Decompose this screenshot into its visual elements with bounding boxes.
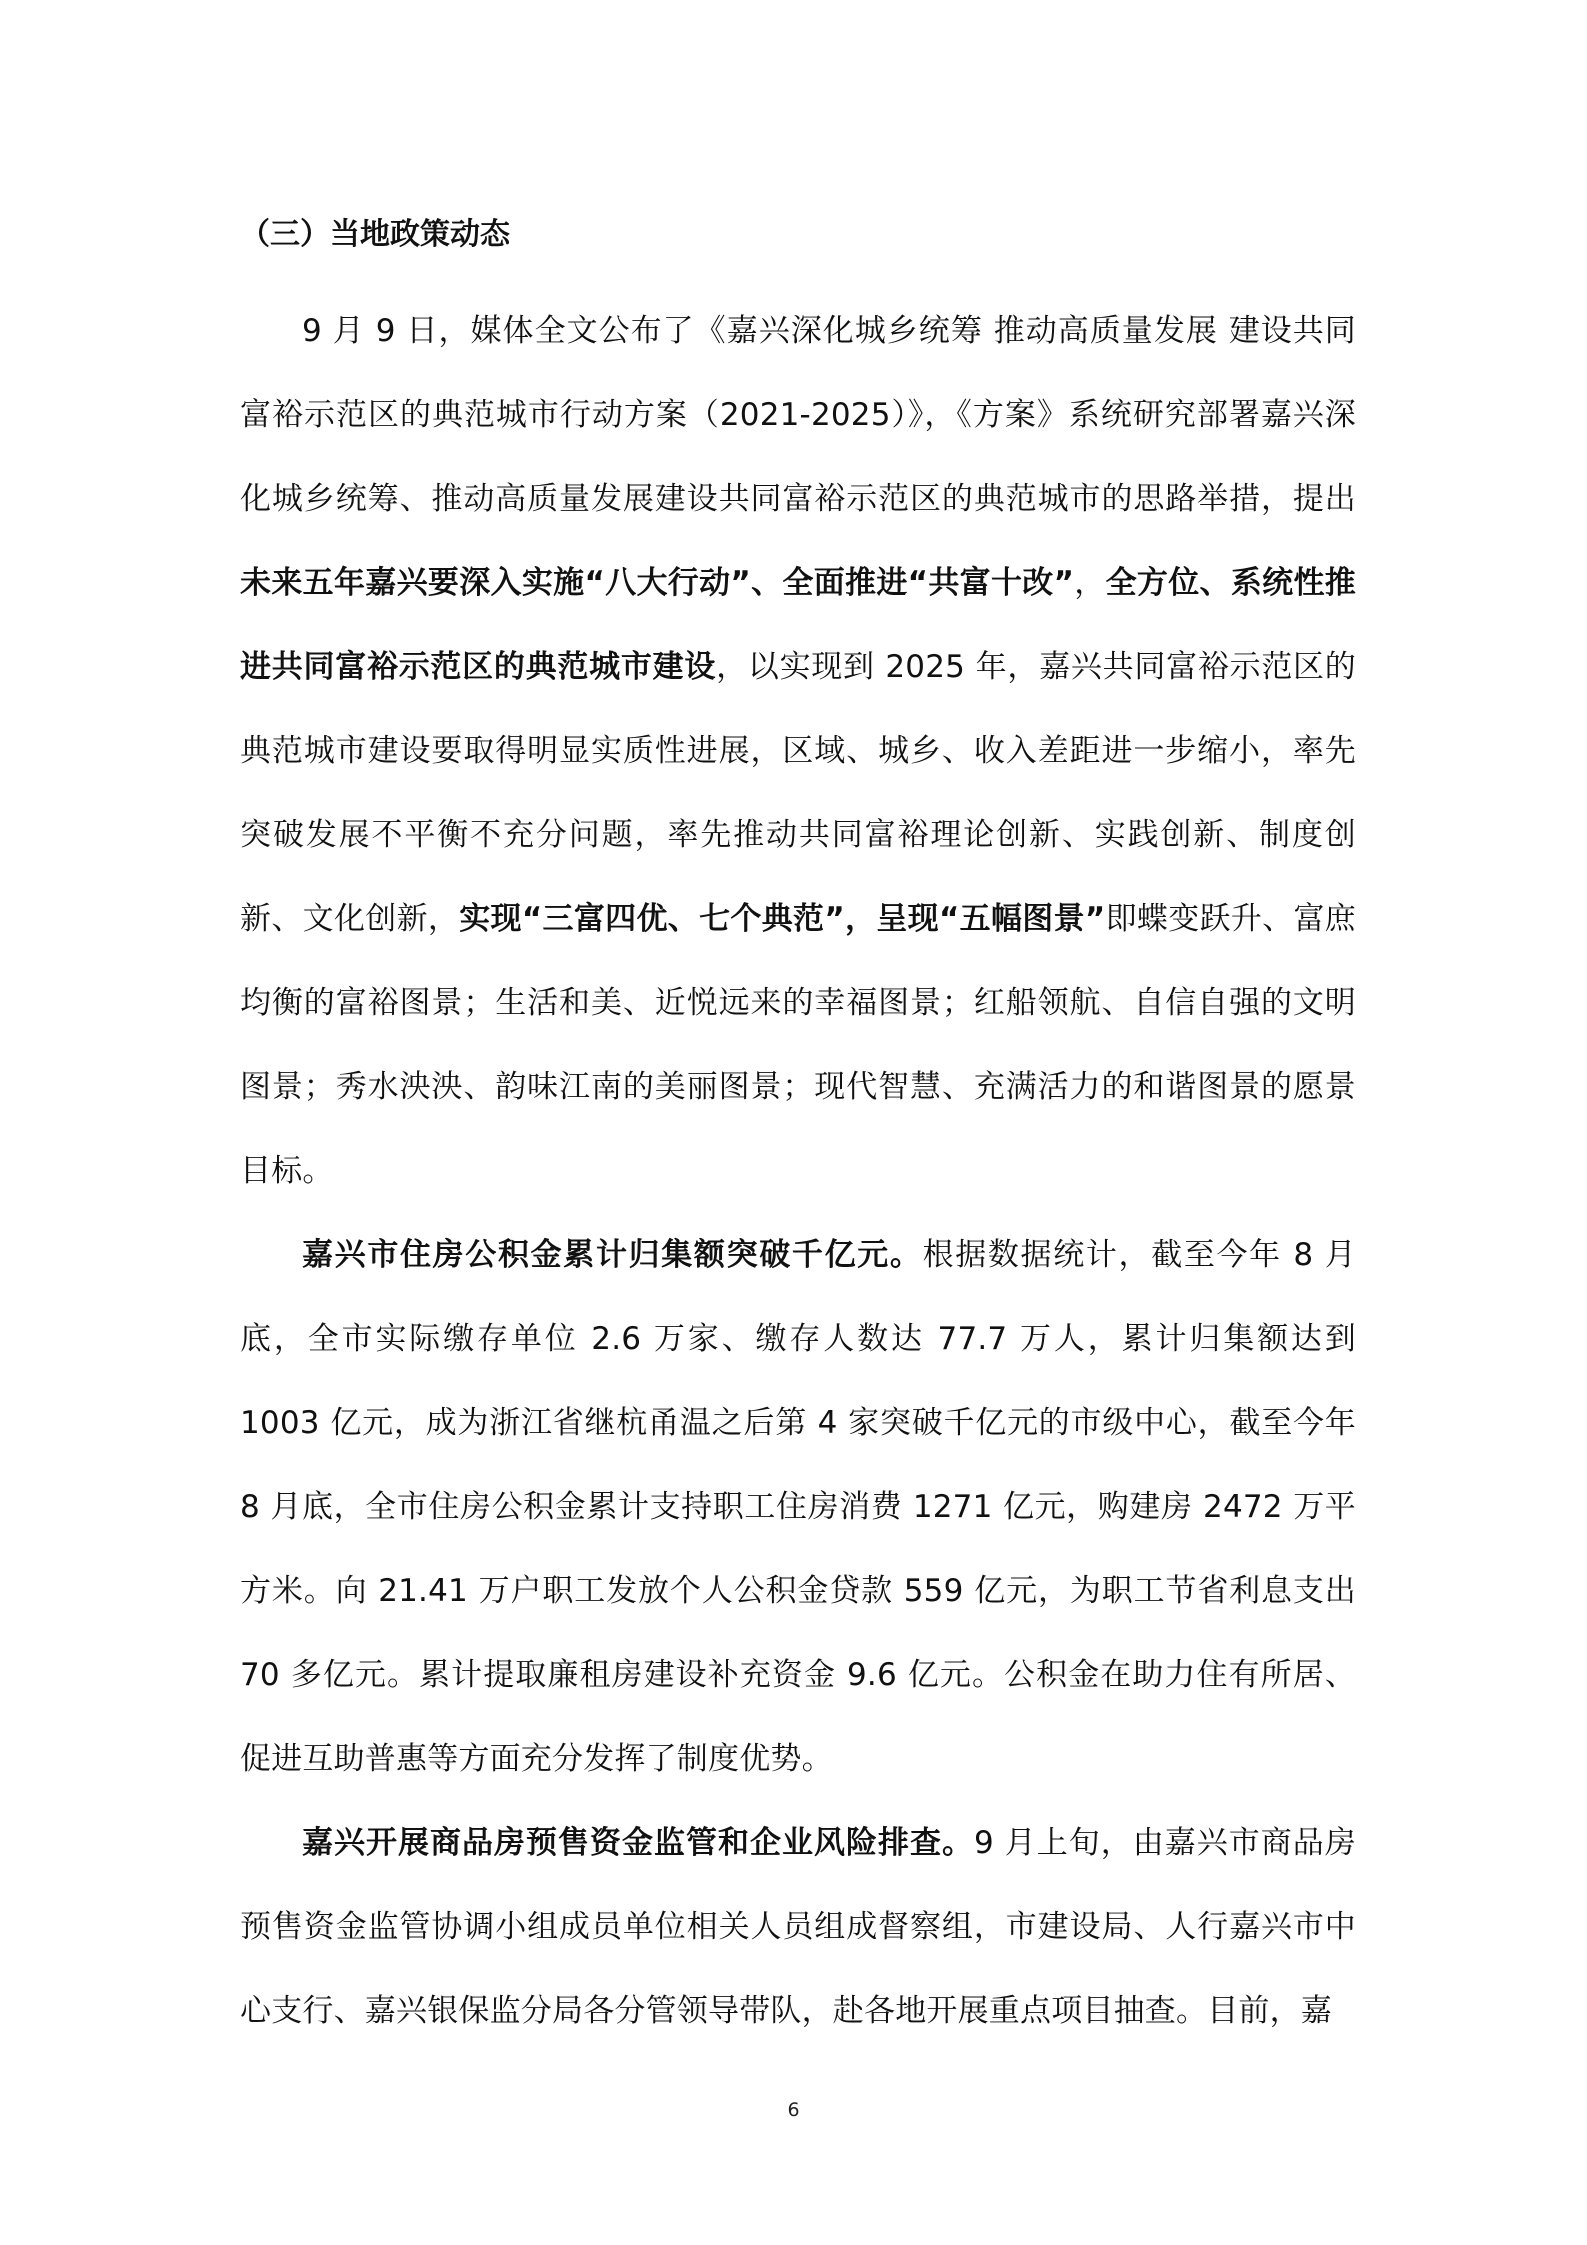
- text-segment: ，: [1074, 565, 1106, 601]
- bold-text-segment: 全方位、系统性推进共同富裕示范区的典范城市建设: [240, 565, 1357, 685]
- text-segment: 9 月 9 日，媒体全文公布了《嘉兴深化城乡统筹 推动高质量发展 建设共同富裕示范区的典范城市行动方案（2021-2025）》，《方案》系统研究部署嘉兴深化城乡统筹、推动高质量发展建设共同富裕示范区的典范城市的思路举措，提出: [240, 313, 1356, 517]
- bold-text-segment: 嘉兴市住房公积金累计归集额突破千亿元。: [302, 1237, 923, 1273]
- paragraph-action-plan: [240, 289, 1356, 1213]
- paragraph-housing-fund: [240, 1213, 1356, 1801]
- paragraph-presale-supervision: [240, 1801, 1356, 2053]
- text-segment: 即蝶变跃升、富庶均衡的富裕图景；生活和美、近悦远来的幸福图景；红船领航、自信自强的文明图景；秀水泱泱、韵味江南的美丽图景；现代智慧、充满活力的和谐图景的愿景目标。: [240, 901, 1356, 1189]
- bold-text-segment: 未来五年嘉兴要深入实施“八大行动”、全面推进“共富十改”: [240, 565, 1075, 601]
- bold-text-segment: 嘉兴开展商品房预售资金监管和企业风险排查。: [302, 1825, 975, 1861]
- page-number: 6: [787, 2099, 800, 2121]
- text-segment: ，以实现到 2025 年，嘉兴共同富裕示范区的典范城市建设要取得明显实质性进展，区域、城乡、收入差距进一步缩小，率先突破发展不平衡不充分问题，率先推动共同富裕理论创新、实践创新、制度创新、文化创新，: [240, 649, 1356, 937]
- page-content: [240, 205, 1356, 2053]
- bold-text-segment: 实现“三富四优、七个典范”，呈现“五幅图景”: [459, 901, 1106, 937]
- section-heading: （三）当地政策动态: [240, 217, 510, 252]
- text-segment: 9 月上旬，由嘉兴市商品房预售资金监管协调小组成员单位相关人员组成督察组，市建设局、人行嘉兴市中心支行、嘉兴银保监分局各分管领导带队，赴各地开展重点项目抽查。目前，嘉: [240, 1825, 1356, 2029]
- text-segment: 根据数据统计，截至今年 8 月底，全市实际缴存单位 2.6 万家、缴存人数达 77.7 万人，累计归集额达到 1003 亿元，成为浙江省继杭甬温之后第 4 家突破千亿元的市级中心，截至今年 8 月底，全市住房公积金累计支持职工住房消费 1271 亿元，购建房 2472 万平方米。向 21.41 万户职工发放个人公积金贷款 559 亿元，为职工节省利息支出 70 多亿元。累计提取廉租房建设补充资金 9.6 亿元。公积金在助力住有所居、促进互助普惠等方面充分发挥了制度优势。: [240, 1237, 1356, 1777]
